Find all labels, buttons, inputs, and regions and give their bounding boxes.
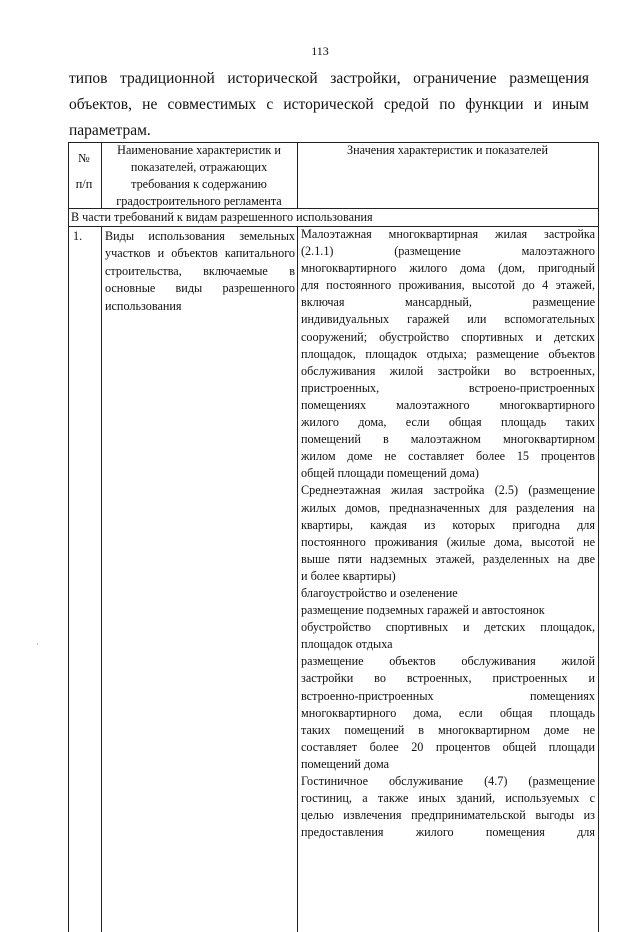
row-values bbox=[301, 226, 595, 841]
value-line: площадок отдыха bbox=[301, 637, 393, 652]
intro-line-1: типов традиционной исторической застройки, ограничение размещения bbox=[69, 70, 589, 87]
value-line: обслуживания жилой застройки во встроенных, bbox=[301, 363, 595, 378]
column-divider-1 bbox=[101, 142, 102, 208]
value-line: жилых домов, предназначенных для разделения на bbox=[301, 500, 595, 515]
value-line: (2.1.1) (размещение малоэтажного bbox=[301, 244, 595, 259]
value-line: жилого дома, если общая площадь таких bbox=[301, 415, 595, 430]
value-line: пристроенных, встроено-пристроенных bbox=[301, 380, 595, 395]
value-line: размещение объектов обслуживания жилой bbox=[301, 654, 595, 669]
value-line: квартиры, каждая из которых пригодна для bbox=[301, 517, 595, 532]
value-line: индивидуальных гаражей или вспомогательных bbox=[301, 312, 595, 327]
value-line: гостиниц, а также иных зданий, используемых с bbox=[301, 791, 595, 806]
value-line: целью извлечения предпринимательской выгоды из bbox=[301, 808, 595, 823]
intro-line-3: параметрам. bbox=[69, 122, 151, 139]
value-line: включая мансардный, размещение bbox=[301, 295, 595, 310]
value-line: выше пяти надземных этажей, разделенных на две bbox=[301, 551, 595, 566]
value-line: и более квартиры) bbox=[301, 568, 396, 583]
regulation-table bbox=[68, 142, 599, 932]
section-title: В части требований к видам разрешенного использования bbox=[71, 210, 373, 224]
value-line: жилом доме не составляет более 15 процентов bbox=[301, 449, 595, 464]
value-line: помещений в малоэтажном многоквартирном bbox=[301, 432, 595, 447]
header-values: Значения характеристик и показателей bbox=[347, 143, 548, 157]
value-line: помещениях малоэтажного многоквартирного bbox=[301, 397, 595, 412]
intro-line-2: объектов, не совместимых с исторической средой по функции и иным bbox=[69, 96, 589, 113]
value-line: общей площади помещений дома) bbox=[301, 466, 479, 481]
value-line: предоставления жилого помещения для bbox=[301, 825, 595, 840]
value-line: помещений дома bbox=[301, 756, 390, 771]
value-line: многоквартирного дома, если общая площадь bbox=[301, 705, 595, 720]
value-line: Гостиничное обслуживание (4.7) (размещение bbox=[301, 774, 595, 788]
value-line: для постоянного проживания, высотой до 4 этажей, bbox=[301, 278, 595, 293]
value-line: застройки во встроенных, пристроенных и bbox=[301, 671, 595, 686]
column-divider-1b bbox=[101, 226, 102, 932]
value-line: площадок, площадок отдыха; размещение объектов bbox=[301, 346, 595, 361]
value-line: встроенно-пристроенных помещениях bbox=[301, 688, 595, 703]
row-number: 1. bbox=[73, 229, 83, 243]
value-line: сооружений; обустройство спортивных и детских bbox=[301, 329, 595, 344]
page-number: 113 bbox=[311, 44, 329, 58]
value-line: многоквартирного жилого дома (дом, пригодный bbox=[301, 261, 595, 276]
row-name: Виды использования земельных участков и объектов капитального строительства, включаемые в основные виды разрешенного использования bbox=[105, 229, 295, 313]
value-line: постоянного проживания (жилые дома, высотой не bbox=[301, 534, 595, 549]
column-divider-2b bbox=[297, 226, 298, 932]
column-divider-2 bbox=[297, 142, 298, 208]
header-name: Наименование характеристик и показателей, отражающих требования к содержанию градостроительного регламента bbox=[116, 143, 282, 208]
value-line: Среднеэтажная жилая застройка (2.5) (размещение bbox=[301, 483, 595, 498]
header-number: № п/п bbox=[75, 151, 93, 191]
value-line: размещение подземных гаражей и автостоянок bbox=[301, 603, 545, 618]
margin-mark: · bbox=[36, 640, 39, 649]
value-line: составляет более 20 процентов общей площади bbox=[301, 739, 595, 754]
value-line: Малоэтажная многоквартирная жилая застройка bbox=[301, 227, 595, 241]
value-line: таких помещений в многоквартирном доме не bbox=[301, 722, 595, 737]
value-line: обустройство спортивных и детских площадок, bbox=[301, 620, 595, 635]
value-line: благоустройство и озеленение bbox=[301, 585, 458, 600]
